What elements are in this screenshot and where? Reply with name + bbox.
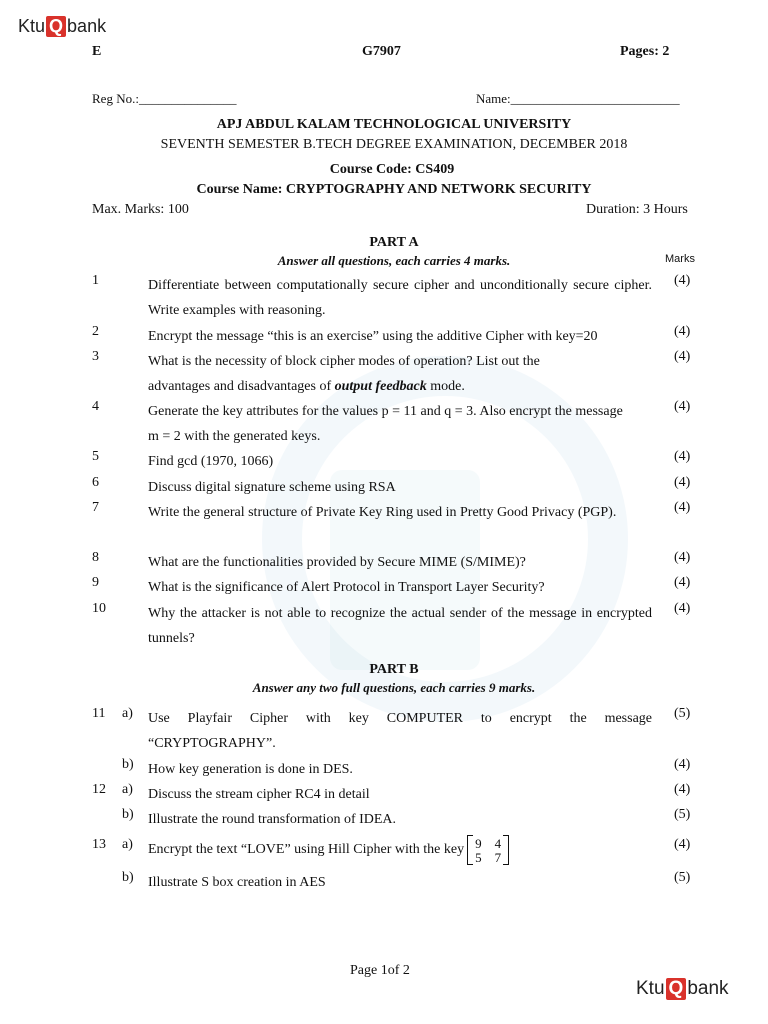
page-count: Pages: 2 <box>620 44 670 59</box>
question-text: Encrypt the message “this is an exercise” using the additive Cipher with key=20 <box>148 329 598 344</box>
question-marks: (4) <box>674 349 691 364</box>
question-number: 12 <box>92 782 106 797</box>
question-marks: (5) <box>674 870 691 885</box>
logo-text-ktu: Ktu <box>636 978 665 999</box>
question-marks: (4) <box>674 324 691 339</box>
question-text: Find gcd (1970, 1066) <box>148 454 274 469</box>
part-b-title: PART B <box>369 662 419 677</box>
question-text: Discuss digital signature scheme using RSA <box>148 480 396 495</box>
question-text: How key generation is done in DES. <box>148 762 353 777</box>
reg-no-field: Reg No.:_______________ <box>92 91 237 106</box>
question-text: Write the general structure of Private Key Ring used in Pretty Good Privacy (PGP). <box>148 505 617 520</box>
logo-text-ktu: Ktu <box>18 16 46 36</box>
matrix-cell: 7 <box>494 850 502 865</box>
question-number: 2 <box>92 324 99 339</box>
matrix-cell: 4 <box>494 836 502 851</box>
page-number: Page 1of 2 <box>350 963 410 978</box>
logo-q-icon: Q <box>46 16 66 37</box>
ktuqbank-logo-bottom <box>636 978 729 1000</box>
question-marks: (4) <box>674 601 691 616</box>
question-number: 13 <box>92 837 106 852</box>
matrix-cell: 9 <box>475 836 482 851</box>
question-subpart: b) <box>122 807 134 822</box>
course-name: Course Name: CRYPTOGRAPHY AND NETWORK SECURITY <box>196 182 592 197</box>
question-marks: (4) <box>674 757 691 772</box>
logo-text-bank: bank <box>67 16 107 36</box>
question-marks: (4) <box>674 837 691 852</box>
marks-header: Marks <box>665 253 695 265</box>
question-number: 11 <box>92 706 106 721</box>
logo-text-bank: bank <box>687 978 729 999</box>
question-emphasis: output feedback <box>334 379 427 394</box>
question-subpart: b) <box>122 870 134 885</box>
question-marks: (4) <box>674 782 691 797</box>
question-text-part: Encrypt the text “LOVE” using Hill Cipher with the key <box>148 842 465 858</box>
question-marks: (4) <box>674 449 691 464</box>
question-text-part: What is the necessity of block cipher modes of operation? List out the advantages and disadvantages of <box>148 354 540 394</box>
question-marks: (4) <box>674 399 691 414</box>
question-number: 8 <box>92 550 99 565</box>
duration: Duration: 3 Hours <box>586 202 688 217</box>
key-matrix <box>467 835 509 865</box>
course-code: Course Code: CS409 <box>329 162 455 177</box>
name-field: Name:__________________________ <box>476 91 680 106</box>
exam-title: SEVENTH SEMESTER B.TECH DEGREE EXAMINATION, DECEMBER 2018 <box>160 137 628 152</box>
part-b-instruction: Answer any two full questions, each carries 9 marks. <box>252 680 536 695</box>
ktuqbank-logo-top <box>18 16 106 37</box>
paper-code: G7907 <box>362 44 401 59</box>
question-subpart: a) <box>122 837 133 852</box>
question-marks: (4) <box>674 475 691 490</box>
question-text: Illustrate S box creation in AES <box>148 875 326 890</box>
series-code: E <box>92 44 102 59</box>
logo-q-icon: Q <box>666 978 687 1000</box>
question-subpart: b) <box>122 757 134 772</box>
matrix-cell: 5 <box>475 850 482 865</box>
question-number: 5 <box>92 449 99 464</box>
question-text: Differentiate between computationally secure cipher and unconditionally secure cipher. Write examples with reasoning. <box>148 278 652 318</box>
question-text: What is the significance of Alert Protocol in Transport Layer Security? <box>148 580 545 595</box>
question-marks: (4) <box>674 500 691 515</box>
question-marks: (4) <box>674 575 691 590</box>
question-number: 9 <box>92 575 99 590</box>
question-number: 3 <box>92 349 99 364</box>
question-number: 1 <box>92 273 99 288</box>
question-number: 10 <box>92 601 106 616</box>
question-text: Generate the key attributes for the values p = 11 and q = 3. Also encrypt the message m = 2 with the generated keys. <box>148 404 623 444</box>
question-text <box>148 835 652 865</box>
question-number: 4 <box>92 399 99 414</box>
university-name: APJ ABDUL KALAM TECHNOLOGICAL UNIVERSITY <box>216 117 572 132</box>
question-text-part: mode. <box>426 379 465 394</box>
question-number: 7 <box>92 500 99 515</box>
question-text: Discuss the stream cipher RC4 in detail <box>148 787 370 802</box>
question-text: Use Playfair Cipher with key COMPUTER to encrypt the message “CRYPTOGRAPHY”. <box>148 711 652 751</box>
max-marks: Max. Marks: 100 <box>92 202 189 217</box>
question-marks: (4) <box>674 273 691 288</box>
question-subpart: a) <box>122 706 133 721</box>
question-text: Why the attacker is not able to recognize the actual sender of the message in encrypted tunnels? <box>148 606 652 646</box>
question-marks: (5) <box>674 706 691 721</box>
part-a-title: PART A <box>369 235 419 250</box>
question-marks: (5) <box>674 807 691 822</box>
question-marks: (4) <box>674 550 691 565</box>
question-text: Illustrate the round transformation of IDEA. <box>148 812 397 827</box>
question-text: What are the functionalities provided by Secure MIME (S/MIME)? <box>148 555 526 570</box>
part-a-instruction: Answer all questions, each carries 4 marks. <box>277 253 511 268</box>
question-subpart: a) <box>122 782 133 797</box>
question-number: 6 <box>92 475 99 490</box>
question-text <box>148 349 588 399</box>
